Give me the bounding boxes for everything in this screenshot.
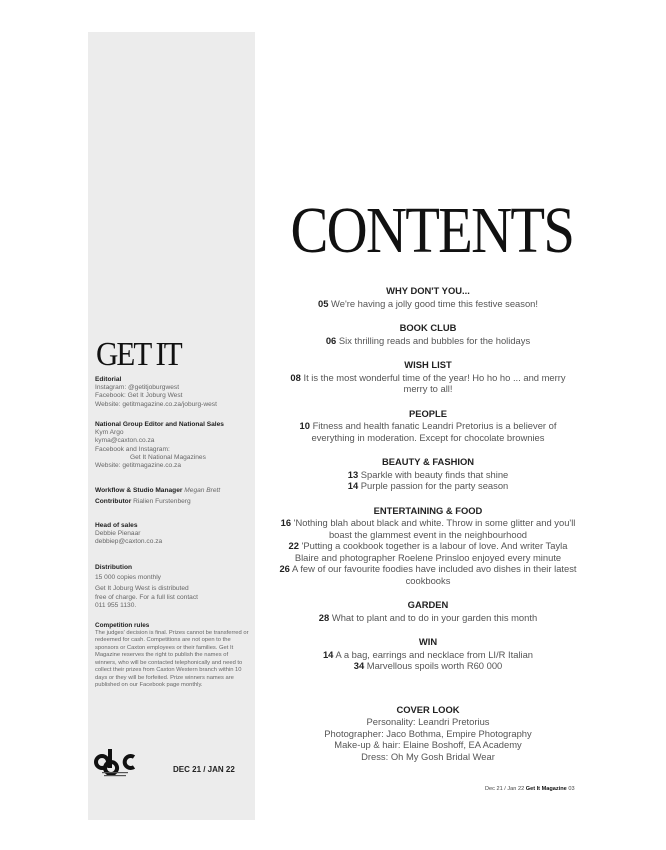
abc-logo — [94, 745, 138, 779]
cover-credit: Make-up & hair: Elaine Boshoff, EA Academy — [334, 739, 522, 750]
page-ref: 06 — [325, 334, 337, 346]
national-title: National Group Editor and National Sales — [95, 421, 224, 428]
contents-entry[interactable] — [278, 649, 578, 661]
cover-credit: Photographer: Jaco Bothma, Empire Photography — [324, 727, 532, 739]
contents-section — [278, 359, 578, 395]
sales-title: Head of sales — [95, 522, 138, 529]
entry-text: Six thrilling reads and bubbles for the holidays — [338, 334, 531, 346]
cover-credit: Dress: Oh My Gosh Bridal Wear — [361, 750, 495, 762]
editorial-title: Editorial — [95, 376, 122, 383]
issue-date: DEC 21 / JAN 22 — [173, 765, 235, 774]
contributor-line — [95, 498, 255, 506]
competition-title: Competition rules — [95, 622, 150, 629]
contents-entry[interactable] — [278, 480, 578, 492]
page-ref: 22 — [288, 540, 299, 551]
entry-text: Sparkle with beauty finds that shine — [360, 468, 509, 480]
contents-entry[interactable] — [278, 540, 578, 563]
page-number: 03 — [568, 786, 575, 792]
sales-line: debbiep@caxton.co.za — [95, 538, 163, 546]
contents-section — [278, 505, 578, 587]
contents-section — [278, 408, 578, 444]
footer-magazine: Get It Magazine — [525, 786, 567, 792]
entry-text: A few of our favourite foodies have included avo dishes in their latest cookbooks — [291, 563, 577, 586]
contents-entry[interactable] — [278, 469, 578, 481]
footer-date: Dec 21 / Jan 22 — [485, 786, 525, 792]
section-title: WHY DON'T YOU... — [386, 285, 470, 296]
entry-text: It is the most wonderful time of the year! Ho ho ho ... and merry merry to all! — [303, 371, 566, 394]
section-title: WIN — [418, 636, 438, 647]
contents-entry[interactable] — [278, 372, 578, 395]
editorial-line: Website: getitmagazine.co.za/joburg-west — [95, 400, 217, 408]
distribution-line: Get It Joburg West is distributed — [95, 585, 189, 593]
distribution-copies: 15 000 copies monthly — [95, 574, 161, 582]
contents-entry[interactable] — [278, 660, 578, 672]
entry-text: We're having a jolly good time this festive season! — [331, 297, 538, 309]
page-ref: 05 — [318, 297, 329, 309]
workflow-label: Workflow & Studio Manager — [95, 487, 183, 494]
page-ref: 10 — [299, 420, 310, 431]
section-title: WISH LIST — [404, 359, 452, 370]
distribution-title: Distribution — [95, 564, 132, 571]
page-ref: 14 — [347, 480, 359, 491]
get-it-logo: GET IT — [96, 334, 181, 373]
section-title: BEAUTY & FASHION — [381, 456, 475, 467]
editorial-block — [95, 376, 255, 409]
distribution-line: 011 955 1130. — [95, 601, 137, 609]
section-title: ENTERTAINING & FOOD — [373, 504, 483, 516]
national-line: Get It National Magazines — [130, 453, 206, 461]
entry-text: Marvellous spoils worth R60 000 — [366, 660, 503, 671]
contents-entry[interactable] — [278, 335, 578, 347]
cover-credit: Personality: Leandri Pretorius — [366, 716, 490, 727]
page-ref: 34 — [353, 660, 365, 671]
page-ref: 08 — [290, 371, 301, 383]
contents-section — [278, 636, 578, 672]
sales-line: Debbie Pienaar — [95, 530, 141, 538]
page-ref: 16 — [280, 517, 292, 528]
national-line: Facebook and Instagram: — [95, 445, 170, 453]
contents-entry[interactable] — [278, 420, 578, 443]
national-line: kyma@caxton.co.za — [95, 437, 155, 445]
page-title: CONTENTS — [290, 194, 574, 267]
page-ref: 26 — [279, 563, 290, 574]
entry-text: Fitness and health fanatic Leandri Pretorius is a believer of everything in moderation. Except for chocolate brownies — [311, 420, 557, 443]
editorial-line: Instagram: @getitjoburgwest — [95, 384, 180, 392]
competition-text: The judges' decision is final. Prizes cannot be transferred or redeemed for cash. Competitions are not open to the sponsors or Caxton employees or their families. Get It Magazine reserves the right to publish the names of winners, who will be contacted telephonically and need to collect their prizes from Caxton Western branch within 10 days or they will be forfeited. Prize winners names are published on our Facebook page monthly. — [95, 629, 249, 688]
editorial-line: Facebook: Get It Joburg West — [95, 392, 183, 400]
section-title: BOOK CLUB — [399, 322, 457, 333]
competition-block — [95, 622, 250, 690]
entry-text: A a bag, earrings and necklace from LI/R Italian — [335, 648, 534, 660]
entry-text: 'Nothing blah about black and white. Throw in some glitter and you'll boast the glammest event in the neighbourhood — [293, 517, 576, 540]
page-ref: 28 — [318, 611, 330, 623]
contents-list — [278, 285, 578, 775]
national-line: Website: getitmagazine.co.za — [95, 462, 182, 470]
page-ref: 13 — [347, 468, 359, 480]
contents-section — [278, 322, 578, 346]
national-block — [95, 421, 255, 470]
entry-text: What to plant and to do in your garden this month — [331, 611, 538, 623]
section-title: COVER LOOK — [396, 703, 460, 715]
national-line: Kym Argo — [95, 429, 124, 437]
contents-section — [278, 456, 578, 492]
distribution-line: free of charge. For a full list contact — [95, 593, 198, 601]
workflow-line — [95, 487, 255, 495]
entry-text: 'Putting a cookbook together is a labour of love. And writer Tayla Blaire and photographer Roelene Prinsloo enjoyed every minute — [294, 540, 568, 563]
entry-text: Purple passion for the party season — [360, 480, 509, 491]
sales-block — [95, 522, 255, 547]
workflow-name: Megan Brett — [184, 487, 221, 494]
page-ref: 14 — [322, 648, 334, 660]
distribution-block — [95, 564, 255, 610]
contributor-label: Contributor — [95, 498, 132, 505]
contributor-name: Rialien Furstenberg — [133, 498, 191, 505]
section-title: GARDEN — [407, 599, 449, 610]
contents-entry[interactable] — [278, 563, 578, 586]
cover-look — [278, 704, 578, 763]
contents-entry[interactable] — [278, 612, 578, 624]
section-title: PEOPLE — [408, 407, 448, 419]
page-footer — [485, 786, 575, 792]
contents-section — [278, 285, 578, 309]
contents-entry[interactable] — [278, 298, 578, 310]
contents-entry[interactable] — [278, 517, 578, 540]
contents-section — [278, 599, 578, 623]
